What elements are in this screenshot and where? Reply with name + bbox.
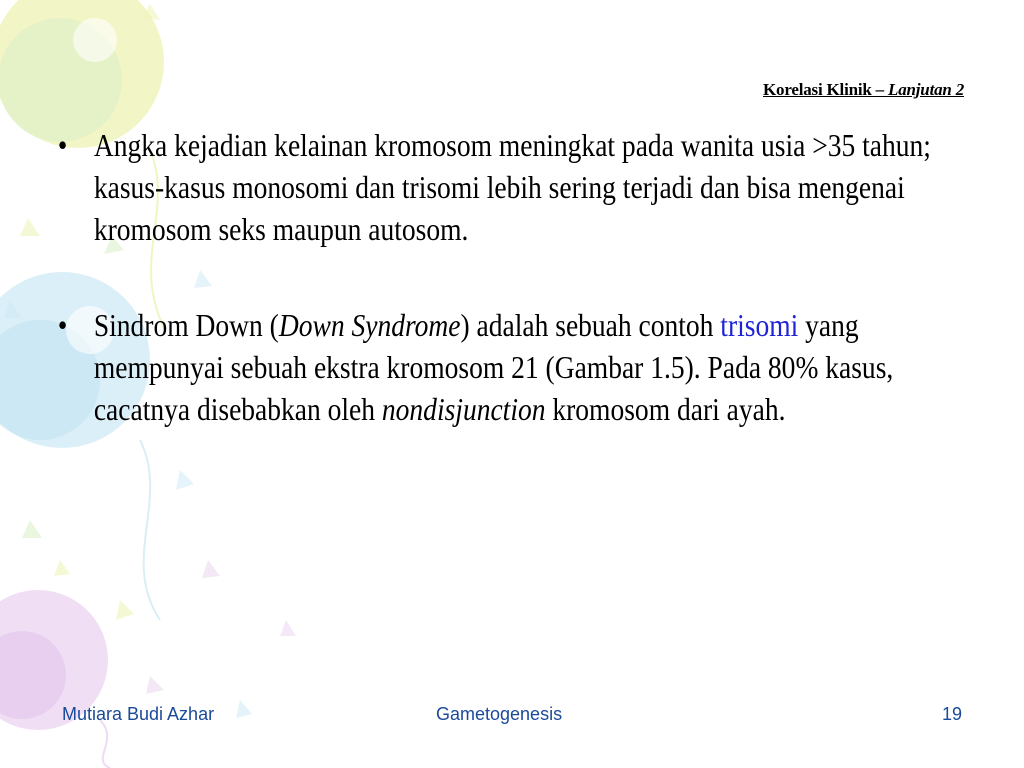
bullet-text-part: Sindrom Down ( — [93, 307, 279, 343]
slide-title-continued: Lanjutan 2 — [888, 80, 964, 99]
bullet-text-part: kromosom dari ayah. — [545, 391, 786, 427]
bullet-icon: • — [57, 307, 68, 343]
term-nondisjunction: nondisjunction — [381, 391, 546, 427]
bullet-text-part: yang mempunyai sebuah ekstra kromosom 21 (Gambar 1.5). Pada 80% kasus, cacatnya disebabkan oleh — [93, 307, 894, 427]
bullet-item-1 — [56, 124, 954, 250]
link-trisomi[interactable]: trisomi — [720, 307, 799, 343]
bullet-item-2 — [56, 304, 954, 430]
bullet-list — [56, 124, 956, 430]
bullet-text: Angka kejadian kelainan kromosom meningkat pada wanita usia >35 tahun; kasus-kasus monosomi dan trisomi lebih sering terjadi dan bisa mengenai kromosom seks maupun autosom. — [93, 127, 931, 247]
bullet-icon: • — [57, 127, 68, 163]
slide-title-main: Korelasi Klinik – — [763, 80, 889, 99]
footer-topic: Gametogenesis — [436, 704, 563, 724]
footer-page-number: 19 — [941, 704, 962, 724]
slide-title — [763, 80, 964, 100]
footer-author: Mutiara Budi Azhar — [62, 704, 215, 724]
term-down-syndrome: Down Syndrome — [278, 307, 461, 343]
bullet-text-part: ) adalah sebuah contoh — [460, 307, 721, 343]
